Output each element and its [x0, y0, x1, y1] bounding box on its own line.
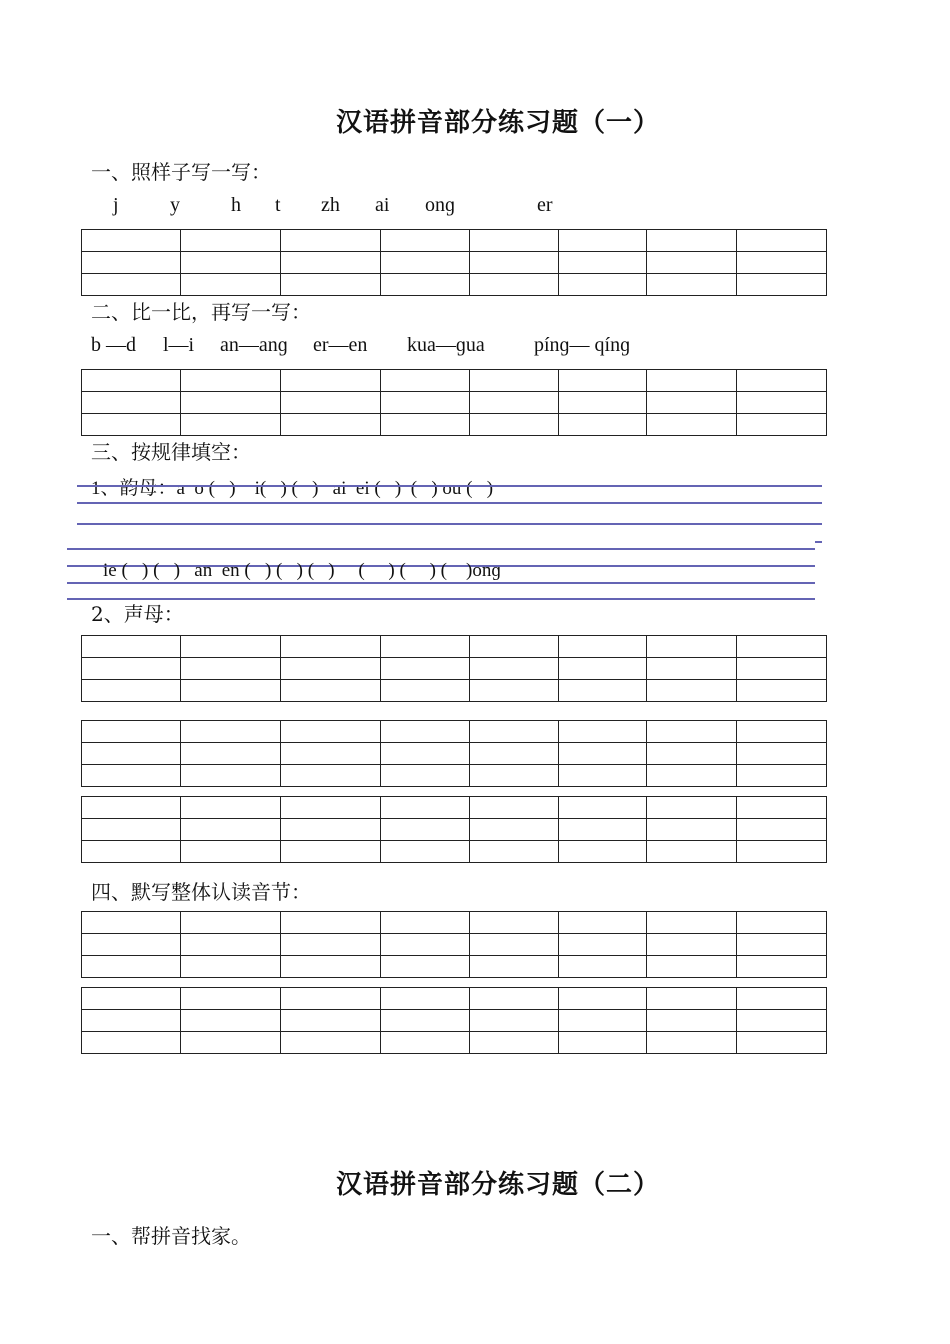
writing-rule-line	[77, 523, 822, 525]
page2-section1-heading: 一、帮拼音找家。	[91, 1224, 251, 1248]
writing-grid-7[interactable]	[81, 987, 827, 1054]
writing-grid-2[interactable]	[81, 369, 827, 436]
example-letter: j	[113, 194, 119, 216]
writing-rule-line	[77, 485, 822, 487]
example-letter: ai	[375, 194, 390, 216]
section1-heading: 一、照样子写一写：	[91, 160, 271, 184]
example-letter: y	[170, 194, 180, 216]
compare-pair: l—i	[163, 334, 195, 356]
writing-grid-1[interactable]	[81, 229, 827, 296]
fill-line-finals: 1、韵母：a o ( ) i( ) ( ) ai ei ( ) ( ) ou ( )	[91, 478, 494, 499]
compare-pair: an—anɡ	[220, 334, 288, 356]
writing-rule-line	[815, 541, 822, 543]
example-letter: er	[537, 194, 553, 216]
compare-pair: er—en	[313, 334, 368, 356]
writing-rule-line	[77, 502, 822, 504]
compare-pair: b —d	[91, 334, 136, 356]
example-letter: zh	[321, 194, 340, 216]
writing-rule-line	[67, 548, 815, 550]
page-title-2: 汉语拼音部分练习题（二）	[336, 1170, 661, 1200]
example-letter: t	[275, 194, 281, 216]
fill-line-finals-2: ie ( ) ( ) an en ( ) ( ) ( ) ( ) ( ) ( )onɡ	[103, 560, 501, 581]
writing-grid-4[interactable]	[81, 720, 827, 787]
writing-grid-3[interactable]	[81, 635, 827, 702]
example-letter: h	[231, 194, 241, 216]
example-letter: onɡ	[425, 194, 455, 216]
compare-pair: kua—ɡua	[407, 334, 485, 356]
writing-rule-line	[67, 582, 815, 584]
initials-subheading: 2、声母：	[91, 602, 184, 626]
writing-grid-5[interactable]	[81, 796, 827, 863]
page-title-1: 汉语拼音部分练习题（一）	[336, 108, 661, 138]
compare-pair: pínɡ— qínɡ	[534, 334, 631, 356]
section3-heading: 三、按规律填空：	[91, 440, 251, 464]
section4-heading: 四、默写整体认读音节：	[91, 880, 311, 904]
writing-grid-6[interactable]	[81, 911, 827, 978]
section2-heading: 二、比一比，再写一写：	[91, 300, 311, 324]
